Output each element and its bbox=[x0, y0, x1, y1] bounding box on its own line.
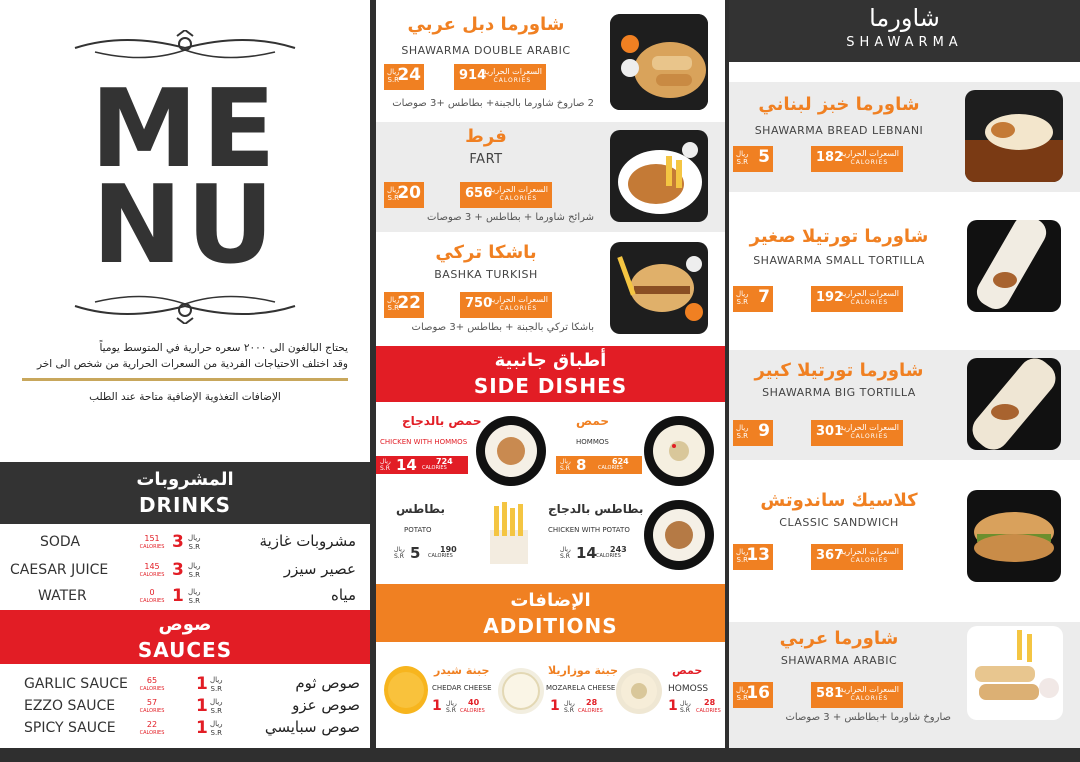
sandwich-icon bbox=[967, 490, 1061, 582]
side-photo bbox=[476, 416, 546, 486]
item-price: 22 bbox=[397, 293, 421, 313]
sauce-calories: 65 CALORIES bbox=[139, 676, 165, 692]
sauce-name-ar: صوص سبايسي bbox=[264, 718, 360, 736]
bread-shawarma-icon bbox=[965, 90, 1063, 182]
addition-title-en: MOZARELA CHEESE bbox=[546, 684, 616, 692]
item-title-ar: باشكا تركي bbox=[435, 242, 537, 263]
brand-title-en: SHAWARMA bbox=[846, 35, 963, 50]
item-desc: باشكا تركي بالجبنة + بطاطس +3 صوصات bbox=[411, 322, 594, 333]
item-title-en: SHAWARMA ARABIC bbox=[780, 654, 898, 667]
side-price-tag: 5 ريال S.R 190 CALORIES bbox=[390, 544, 466, 562]
item-photo bbox=[967, 358, 1061, 450]
side-photo bbox=[480, 500, 538, 566]
sauce-name-en: SPICY SAUCE bbox=[24, 720, 116, 736]
item-title-en: FART bbox=[469, 152, 503, 167]
side-title-en: POTATO bbox=[404, 526, 432, 534]
item-title-ar: شاورما تورتيلا صغير bbox=[749, 226, 929, 247]
riyal-unit: ريال S.R bbox=[188, 534, 201, 551]
sauce-row bbox=[0, 718, 370, 742]
chicken-potato-icon bbox=[644, 500, 714, 570]
item-calories: 656 bbox=[465, 186, 493, 201]
item-title-ar: شاورما خبز لبناني bbox=[758, 94, 920, 115]
sauce-name-en: EZZO SAUCE bbox=[24, 698, 116, 714]
item-desc: 2 صاروخ شاورما بالجبنة+ بطاطس +3 صوصات bbox=[392, 98, 594, 109]
additions-header bbox=[376, 584, 725, 642]
side-dishes-header bbox=[376, 346, 725, 402]
addition-photo bbox=[498, 668, 544, 714]
drink-price: 3 bbox=[172, 560, 184, 580]
drink-name-ar: عصير سيزر bbox=[283, 560, 356, 578]
price-tag: ريال S.R 24 bbox=[384, 64, 424, 90]
additions-title-en: ADDITIONS bbox=[483, 614, 618, 638]
shawarma-item-arabic bbox=[729, 622, 1080, 748]
side-price-tag: 8 ريال S.R 624 CALORIES bbox=[556, 456, 642, 474]
addition-photo bbox=[616, 668, 662, 714]
price-tag: ريال S.R 16 bbox=[733, 682, 773, 708]
sauces-title-ar: صوص bbox=[158, 614, 212, 635]
riyal-unit: ريال S.R bbox=[210, 676, 223, 693]
drink-price: 3 bbox=[172, 532, 184, 552]
price-tag: ريال S.R 5 bbox=[733, 146, 773, 172]
drink-name-en: WATER bbox=[38, 588, 87, 604]
item-desc: شرائح شاورما + بطاطس + 3 صوصات bbox=[427, 212, 594, 223]
menu-title-line1: ME bbox=[90, 67, 280, 192]
ornament-top-icon bbox=[65, 30, 305, 66]
shawarma-platter-icon bbox=[610, 14, 708, 110]
calorie-tag: 301 السعرات الحرارية CALORIES bbox=[811, 420, 903, 446]
addition-title-en: CHEDAR CHEESE bbox=[432, 684, 492, 692]
item-calories: 301 bbox=[816, 424, 844, 439]
addition-price: 1 bbox=[668, 698, 678, 714]
item-title-ar: شاورما تورتيلا كبير bbox=[754, 360, 924, 381]
burger-icon bbox=[610, 242, 708, 334]
drink-row bbox=[0, 560, 370, 584]
item-photo bbox=[610, 14, 708, 110]
price-tag: ريال S.R 22 bbox=[384, 292, 424, 318]
sauce-price: 1 bbox=[196, 718, 208, 738]
addition-calories: 40 bbox=[468, 698, 480, 707]
item-title-ar: كلاسيك ساندوتش bbox=[760, 490, 918, 511]
drinks-title-ar: المشروبات bbox=[136, 469, 234, 490]
addition-price: 1 bbox=[550, 698, 560, 714]
calorie-tag: 581 السعرات الحرارية CALORIES bbox=[811, 682, 903, 708]
item-photo bbox=[610, 242, 708, 334]
item-calories: 581 bbox=[816, 686, 844, 701]
item-title-ar: شاورما دبل عربي bbox=[407, 14, 565, 35]
item-photo bbox=[967, 490, 1061, 582]
item-price: 16 bbox=[746, 683, 770, 703]
item-price: 13 bbox=[746, 545, 770, 565]
brand-header bbox=[729, 0, 1080, 62]
side-title-en: CHICKEN WITH HOMMOS bbox=[380, 438, 468, 446]
item-price: 9 bbox=[758, 421, 770, 441]
price-tag: ريال S.R 9 bbox=[733, 420, 773, 446]
addition-photo bbox=[384, 666, 428, 714]
arabic-shawarma-icon bbox=[967, 626, 1063, 720]
sauce-name-en: GARLIC SAUCE bbox=[24, 676, 128, 692]
big-tortilla-icon bbox=[967, 358, 1061, 450]
right-panel bbox=[729, 0, 1080, 748]
item-photo bbox=[610, 130, 708, 222]
side-title-en: HOMMOS bbox=[576, 438, 609, 446]
addition-title-ar: حمص bbox=[672, 664, 703, 677]
sauce-calories: 57 CALORIES bbox=[139, 698, 165, 714]
drink-name-en: SODA bbox=[40, 534, 81, 550]
drinks-header bbox=[0, 462, 370, 524]
shawarma-item-small-tortilla bbox=[729, 214, 1080, 324]
calorie-tag: 182 السعرات الحرارية CALORIES bbox=[811, 146, 903, 172]
item-desc: صاروخ شاورما +بطاطس + 3 صوصات bbox=[785, 712, 951, 723]
item-price: 7 bbox=[758, 287, 770, 307]
calorie-tag: 656 السعرات الحرارية CALORIES bbox=[460, 182, 552, 208]
side-title-ar: حمص bbox=[576, 414, 610, 428]
item-title-en: SHAWARMA BIG TORTILLA bbox=[762, 386, 916, 399]
price-tag: ريال S.R 7 bbox=[733, 286, 773, 312]
sauce-row bbox=[0, 674, 370, 698]
drink-price: 1 bbox=[172, 586, 184, 606]
item-title-en: SHAWARMA BREAD LEBNANI bbox=[754, 124, 924, 137]
shawarma-item-classic-sandwich bbox=[729, 484, 1080, 604]
side-photo bbox=[644, 416, 714, 486]
brand-title-ar: شاورما bbox=[869, 4, 940, 32]
addition-title-ar: جبنة شيدر bbox=[434, 664, 490, 677]
drink-name-en: CAESAR JUICE bbox=[10, 562, 109, 578]
item-title-en: SHAWARMA DOUBLE ARABIC bbox=[401, 44, 571, 57]
drink-calories: 151 CALORIES bbox=[139, 534, 165, 550]
side-price-tag: 14 ريال S.R 724 CALORIES bbox=[376, 456, 468, 474]
cheddar-icon bbox=[384, 666, 428, 714]
additions-title-ar: الإضافات bbox=[510, 590, 591, 611]
item-price: 5 bbox=[758, 147, 770, 167]
menu-item-bashka bbox=[376, 232, 725, 344]
item-calories: 192 bbox=[816, 290, 844, 305]
item-photo bbox=[965, 90, 1063, 182]
sauce-price: 1 bbox=[196, 696, 208, 716]
sauces-header bbox=[0, 610, 370, 664]
side-photo bbox=[644, 500, 714, 570]
item-calories: 367 bbox=[816, 548, 844, 563]
item-price: 24 bbox=[397, 65, 421, 85]
price-tag: ريال S.R 20 bbox=[384, 182, 424, 208]
side-price-tag: 14 ريال S.R 243 CALORIES bbox=[556, 544, 636, 562]
drink-row bbox=[0, 586, 370, 610]
sauce-price: 1 bbox=[196, 674, 208, 694]
shawarma-plate-icon bbox=[610, 130, 708, 222]
menu-item-double-arabic bbox=[376, 0, 725, 120]
calorie-tag: 367 السعرات الحرارية CALORIES bbox=[811, 544, 903, 570]
riyal-unit: ريال S.R bbox=[210, 698, 223, 715]
ornament-bottom-icon bbox=[65, 288, 305, 324]
calorie-tag: 750 السعرات الحرارية CALORIES bbox=[460, 292, 552, 318]
item-calories: 750 bbox=[465, 296, 493, 311]
tortilla-wrap-icon bbox=[967, 220, 1061, 312]
fries-icon bbox=[480, 500, 538, 566]
hommos-chicken-icon bbox=[476, 416, 546, 486]
drink-calories: 0 CALORIES bbox=[139, 588, 165, 604]
middle-panel: شاورما دبل عربي SHAWARMA DOUBLE ARABIC ريال S.R 24 914 السعرات الحرارية CALORIES 2 صاروخ شاورما بالجبنة+ بطاطس +3 صوصات فرط FART ريال S.R 20 656 السعرات الحرارية CALORIES شرائح شاورما + بطاطس + 3 صوصات باشكا تركي BASHKA TURKISH ريال S.R 22 750 السعرات الحرارية CALORIES باشكا تركي بالجبنة + بطاطس +3 صوصات أطباق جانبية SIDE DISHES حمص بالدجاج CHICKEN WITH HOMMOS 14 ريال S.R 724 CALORIES حمص HOMMOS 8 ريال S.R 624 CALORIES بطاطس POTATO 5 ريال S.R 190 CALORIES بطاطس بالدجاج CHICKEN WITH POTATO 14 ريال S.R 243 CALORIES الإضافات ADDITIONS جبنة شيدر CHEDAR CHEESE 1 ريال S.R 40 CALORIES جبنة موزاريلا MOZARELA CHEESE 1 ريال S.R 28 CALORIES حمص HOMOSS 1 ريال S.R 28 CALORIES bbox=[376, 0, 725, 748]
item-price: 20 bbox=[397, 183, 421, 203]
sauce-calories: 22 CALORIES bbox=[139, 720, 165, 736]
sauce-name-ar: صوص ثوم bbox=[295, 674, 360, 692]
intro-line-2: وقد اختلف الاحتياجات الفردية من السعرات الحرارية من شخص الى اخر bbox=[37, 358, 348, 370]
side-title-ar: بطاطس بالدجاج bbox=[548, 502, 644, 516]
hommos-icon bbox=[644, 416, 714, 486]
shawarma-item-big-tortilla bbox=[729, 350, 1080, 460]
left-panel bbox=[0, 0, 370, 748]
drink-name-ar: مياه bbox=[331, 586, 356, 604]
side-title-ar: حمص بالدجاج bbox=[402, 414, 482, 428]
calorie-tag: 192 السعرات الحرارية CALORIES bbox=[811, 286, 903, 312]
calorie-tag: 914 السعرات الحرارية CALORIES bbox=[454, 64, 546, 90]
menu-title-line2: NU bbox=[91, 163, 279, 288]
side-title-en: CHICKEN WITH POTATO bbox=[548, 526, 630, 534]
addition-title-en: HOMOSS bbox=[668, 684, 709, 694]
side-dishes-title-en: SIDE DISHES bbox=[473, 374, 628, 398]
side-dishes-title-ar: أطباق جانبية bbox=[494, 350, 607, 371]
intro-line-1: يحتاج البالغون الى ٢٠٠٠ سعره حرارية في المتوسط يومياً bbox=[99, 342, 348, 354]
drinks-title-en: DRINKS bbox=[138, 493, 232, 517]
item-title-en: BASHKA TURKISH bbox=[434, 268, 538, 281]
item-photo bbox=[967, 220, 1061, 312]
item-title-ar: فرط bbox=[465, 126, 507, 147]
item-title-en: SHAWARMA SMALL TORTILLA bbox=[753, 254, 925, 267]
addition-calories: 28 bbox=[704, 698, 716, 707]
addition-title-ar: جبنة موزاريلا bbox=[548, 664, 619, 677]
addition-calories: 28 bbox=[586, 698, 598, 707]
sauces-title-en: SAUCES bbox=[137, 638, 233, 662]
item-calories: 182 bbox=[816, 150, 844, 165]
sauce-row bbox=[0, 696, 370, 720]
drink-calories: 145 CALORIES bbox=[139, 562, 165, 578]
riyal-unit: ريال S.R bbox=[210, 720, 223, 737]
addition-price: 1 bbox=[432, 698, 442, 714]
drink-name-ar: مشروبات غازية bbox=[259, 532, 356, 550]
item-photo bbox=[967, 626, 1063, 720]
shawarma-item-lebnani bbox=[729, 82, 1080, 192]
gold-divider bbox=[22, 378, 348, 381]
item-calories: 914 bbox=[459, 68, 487, 83]
item-title-ar: شاورما عربي bbox=[779, 628, 899, 649]
side-title-ar: بطاطس bbox=[396, 502, 445, 516]
riyal-unit: ريال S.R bbox=[188, 588, 201, 605]
drink-row bbox=[0, 532, 370, 556]
homoss-icon bbox=[616, 668, 662, 714]
price-tag: ريال S.R 13 bbox=[733, 544, 773, 570]
riyal-unit: ريال S.R bbox=[188, 562, 201, 579]
mozarela-icon bbox=[498, 668, 544, 714]
menu-item-fart bbox=[376, 120, 725, 232]
sauce-name-ar: صوص عزو bbox=[292, 696, 360, 714]
intro-line-3: الإضافات التغذوية الإضافية متاحة عند الطلب bbox=[89, 391, 281, 403]
item-title-en: CLASSIC SANDWICH bbox=[779, 516, 899, 529]
